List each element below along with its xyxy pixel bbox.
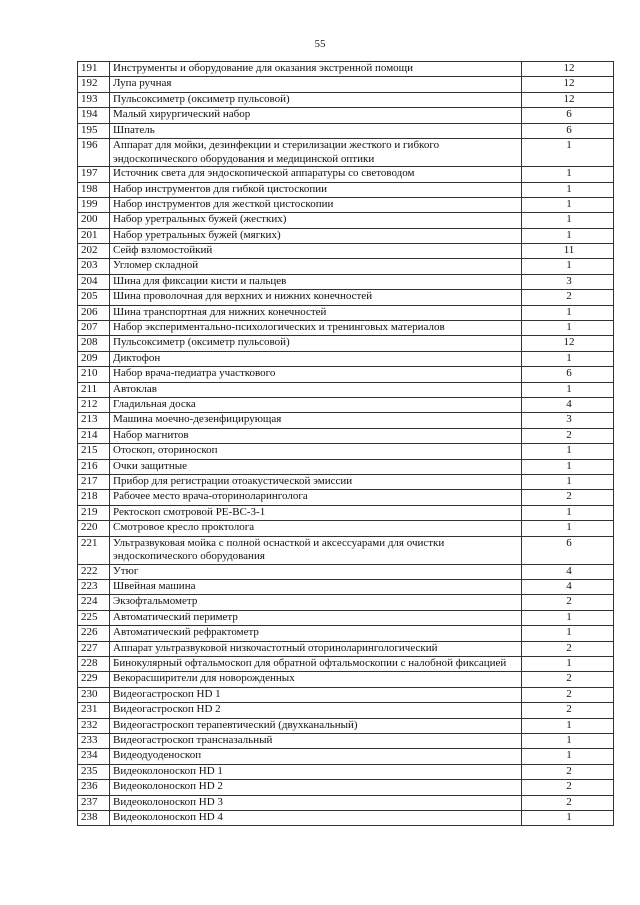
item-number-cell: 200 [78,213,110,228]
table-row [78,336,614,351]
item-number-cell: 212 [78,398,110,413]
item-number-cell: 202 [78,244,110,259]
item-name-cell: Лупа ручная [110,77,522,92]
item-number-cell: 209 [78,351,110,366]
item-name-cell: Набор врача-педиатра участкового [110,367,522,382]
item-name-cell: Видеодуоденоскоп [110,749,522,764]
table-row [78,595,614,610]
item-quantity-cell: 1 [522,505,614,520]
item-name-cell: Набор инструментов для жесткой цистоскопии [110,197,522,212]
table-row [78,290,614,305]
item-number-cell: 194 [78,108,110,123]
item-name-cell: Векорасширители для новорожденных [110,672,522,687]
item-quantity-cell: 6 [522,536,614,564]
item-name-cell: Малый хирургический набор [110,108,522,123]
item-number-cell: 213 [78,413,110,428]
item-quantity-cell: 2 [522,672,614,687]
table-row [78,564,614,579]
table-row [78,490,614,505]
item-quantity-cell: 6 [522,123,614,138]
table-row [78,718,614,733]
table-row [78,687,614,702]
item-name-cell: Шина транспортная для нижних конечностей [110,305,522,320]
item-quantity-cell: 12 [522,92,614,107]
table-row [78,657,614,672]
item-quantity-cell: 1 [522,749,614,764]
item-quantity-cell: 1 [522,444,614,459]
table-row [78,197,614,212]
table-row [78,626,614,641]
item-quantity-cell: 2 [522,490,614,505]
item-number-cell: 233 [78,734,110,749]
table-row [78,810,614,825]
table-row [78,444,614,459]
item-number-cell: 197 [78,167,110,182]
item-quantity-cell: 2 [522,641,614,656]
item-quantity-cell: 1 [522,305,614,320]
item-number-cell: 231 [78,703,110,718]
table-row [78,77,614,92]
item-name-cell: Швейная машина [110,580,522,595]
table-row [78,505,614,520]
table-row [78,734,614,749]
item-name-cell: Аппарат для мойки, дезинфекции и стерилизации жесткого и гибкого эндоскопического оборудования и медицинской оптики [110,138,522,166]
table-row [78,228,614,243]
table-row [78,274,614,289]
item-name-cell: Гладильная доска [110,398,522,413]
item-number-cell: 224 [78,595,110,610]
item-number-cell: 221 [78,536,110,564]
item-name-cell: Рабочее место врача-оториноларинголога [110,490,522,505]
item-name-cell: Прибор для регистрации отоакустической эмиссии [110,474,522,489]
item-number-cell: 217 [78,474,110,489]
item-quantity-cell: 2 [522,703,614,718]
item-name-cell: Источник света для эндоскопической аппаратуры со световодом [110,167,522,182]
item-quantity-cell: 2 [522,428,614,443]
item-quantity-cell: 3 [522,274,614,289]
item-name-cell: Видеогастроскоп терапевтический (двухканальный) [110,718,522,733]
item-quantity-cell: 4 [522,580,614,595]
item-quantity-cell: 1 [522,167,614,182]
item-quantity-cell: 1 [522,734,614,749]
item-name-cell: Видеогастроскоп HD 2 [110,703,522,718]
item-name-cell: Сейф взломостойкий [110,244,522,259]
item-name-cell: Набор экспериментально-психологических и тренинговых материалов [110,321,522,336]
item-name-cell: Видеоколоноскоп HD 1 [110,764,522,779]
table-row [78,213,614,228]
item-number-cell: 222 [78,564,110,579]
item-name-cell: Пульсоксиметр (оксиметр пульсовой) [110,92,522,107]
item-number-cell: 219 [78,505,110,520]
item-number-cell: 198 [78,182,110,197]
table-row [78,92,614,107]
table-row [78,428,614,443]
item-name-cell: Автоматический периметр [110,610,522,625]
item-name-cell: Видеогастроскоп HD 1 [110,687,522,702]
item-quantity-cell: 2 [522,780,614,795]
table-row [78,536,614,564]
item-number-cell: 206 [78,305,110,320]
table-row [78,138,614,166]
item-name-cell: Угломер складной [110,259,522,274]
item-name-cell: Автоматический рефрактометр [110,626,522,641]
table-row [78,167,614,182]
item-quantity-cell: 1 [522,213,614,228]
table-row [78,641,614,656]
table-row [78,795,614,810]
item-number-cell: 229 [78,672,110,687]
item-name-cell: Шина для фиксации кисти и пальцев [110,274,522,289]
item-name-cell: Автоклав [110,382,522,397]
item-number-cell: 214 [78,428,110,443]
item-name-cell: Видеоколоноскоп HD 3 [110,795,522,810]
item-quantity-cell: 3 [522,413,614,428]
table-row [78,780,614,795]
item-name-cell: Диктофон [110,351,522,366]
item-quantity-cell: 1 [522,810,614,825]
page-number: 55 [314,38,326,50]
table-row [78,351,614,366]
item-number-cell: 220 [78,521,110,536]
table-row [78,703,614,718]
item-name-cell: Набор инструментов для гибкой цистоскопии [110,182,522,197]
item-number-cell: 208 [78,336,110,351]
item-number-cell: 207 [78,321,110,336]
table-row [78,244,614,259]
table-row [78,764,614,779]
item-number-cell: 191 [78,62,110,77]
table-row [78,398,614,413]
item-number-cell: 196 [78,138,110,166]
item-number-cell: 211 [78,382,110,397]
item-quantity-cell: 12 [522,77,614,92]
item-name-cell: Ректоскоп смотровой РЕ-ВС-3-1 [110,505,522,520]
item-name-cell: Набор уретральных бужей (жестких) [110,213,522,228]
item-quantity-cell: 1 [522,182,614,197]
item-quantity-cell: 2 [522,764,614,779]
item-name-cell: Очки защитные [110,459,522,474]
item-quantity-cell: 12 [522,62,614,77]
table-row [78,610,614,625]
item-number-cell: 215 [78,444,110,459]
item-name-cell: Видеоколоноскоп HD 4 [110,810,522,825]
table-row [78,321,614,336]
item-quantity-cell: 4 [522,564,614,579]
item-quantity-cell: 2 [522,795,614,810]
item-name-cell: Машина моечно-дезенфицирующая [110,413,522,428]
item-name-cell: Утюг [110,564,522,579]
item-number-cell: 238 [78,810,110,825]
item-number-cell: 226 [78,626,110,641]
item-number-cell: 204 [78,274,110,289]
item-quantity-cell: 2 [522,595,614,610]
item-quantity-cell: 4 [522,398,614,413]
item-name-cell: Отоскоп, оториноскоп [110,444,522,459]
table-row [78,474,614,489]
item-number-cell: 199 [78,197,110,212]
table-row [78,259,614,274]
item-quantity-cell: 1 [522,474,614,489]
item-number-cell: 236 [78,780,110,795]
equipment-table [77,61,614,826]
table-row [78,580,614,595]
item-quantity-cell: 6 [522,108,614,123]
item-quantity-cell: 1 [522,321,614,336]
table-row [78,367,614,382]
item-quantity-cell: 1 [522,657,614,672]
table-row [78,305,614,320]
item-name-cell: Ультразвуковая мойка с полной оснасткой и аксессуарами для очистки эндоскопического оборудования [110,536,522,564]
item-number-cell: 223 [78,580,110,595]
item-quantity-cell: 1 [522,459,614,474]
item-quantity-cell: 2 [522,687,614,702]
item-name-cell: Аппарат ультразвуковой низкочастотный оториноларингологический [110,641,522,656]
item-quantity-cell: 1 [522,521,614,536]
table-row [78,123,614,138]
item-name-cell: Видеогастроскоп трансназальный [110,734,522,749]
item-number-cell: 225 [78,610,110,625]
item-number-cell: 210 [78,367,110,382]
item-name-cell: Набор уретральных бужей (мягких) [110,228,522,243]
item-number-cell: 230 [78,687,110,702]
table-row [78,749,614,764]
item-name-cell: Смотровое кресло проктолога [110,521,522,536]
item-name-cell: Набор магнитов [110,428,522,443]
item-number-cell: 227 [78,641,110,656]
item-quantity-cell: 12 [522,336,614,351]
item-number-cell: 192 [78,77,110,92]
equipment-table-body [78,62,614,826]
item-quantity-cell: 1 [522,610,614,625]
item-number-cell: 203 [78,259,110,274]
table-row [78,459,614,474]
table-row [78,521,614,536]
item-quantity-cell: 1 [522,197,614,212]
item-name-cell: Экзофтальмометр [110,595,522,610]
item-number-cell: 235 [78,764,110,779]
item-quantity-cell: 2 [522,290,614,305]
item-quantity-cell: 1 [522,626,614,641]
table-row [78,672,614,687]
item-number-cell: 193 [78,92,110,107]
item-number-cell: 195 [78,123,110,138]
item-number-cell: 237 [78,795,110,810]
item-name-cell: Шина проволочная для верхних и нижних конечностей [110,290,522,305]
item-name-cell: Бинокулярный офтальмоскоп для обратной офтальмоскопии с налобной фиксацией [110,657,522,672]
item-name-cell: Пульсоксиметр (оксиметр пульсовой) [110,336,522,351]
item-quantity-cell: 1 [522,259,614,274]
item-number-cell: 205 [78,290,110,305]
item-number-cell: 201 [78,228,110,243]
item-name-cell: Инструменты и оборудование для оказания экстренной помощи [110,62,522,77]
item-name-cell: Видеоколоноскоп HD 2 [110,780,522,795]
table-row [78,62,614,77]
item-number-cell: 234 [78,749,110,764]
table-row [78,382,614,397]
table-row [78,182,614,197]
item-number-cell: 216 [78,459,110,474]
table-row [78,108,614,123]
item-number-cell: 218 [78,490,110,505]
item-number-cell: 232 [78,718,110,733]
item-quantity-cell: 11 [522,244,614,259]
item-quantity-cell: 1 [522,138,614,166]
item-quantity-cell: 6 [522,367,614,382]
item-quantity-cell: 1 [522,228,614,243]
item-number-cell: 228 [78,657,110,672]
item-quantity-cell: 1 [522,718,614,733]
table-row [78,413,614,428]
item-quantity-cell: 1 [522,351,614,366]
item-quantity-cell: 1 [522,382,614,397]
item-name-cell: Шпатель [110,123,522,138]
